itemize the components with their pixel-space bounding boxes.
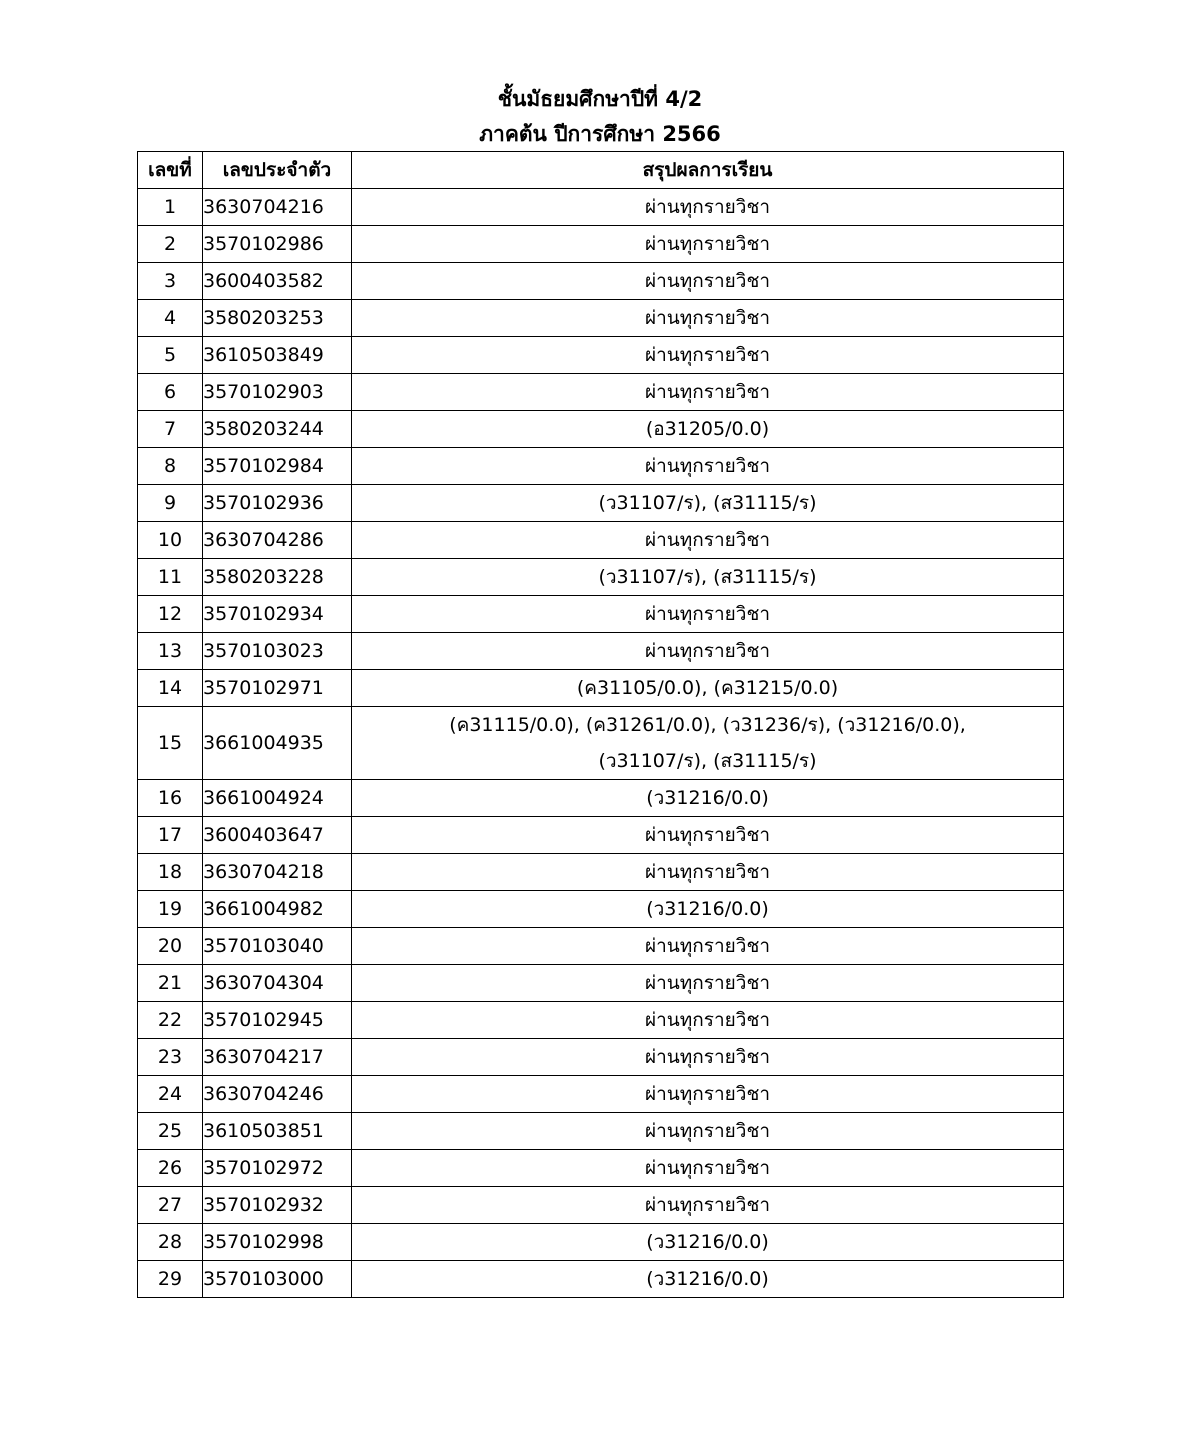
- row-student-id: 3570102945: [203, 1002, 352, 1039]
- row-student-id: 3570102972: [203, 1150, 352, 1187]
- table-row: [138, 633, 1064, 670]
- table-row: [138, 1261, 1064, 1298]
- row-student-id: 3580203253: [203, 300, 352, 337]
- row-student-id: 3580203244: [203, 411, 352, 448]
- row-result: ผ่านทุกรายวิชา: [352, 226, 1064, 263]
- table-row: [138, 189, 1064, 226]
- header-number: เลขที่: [138, 152, 203, 189]
- row-student-id: 3630704304: [203, 965, 352, 1002]
- row-number: 2: [138, 226, 203, 263]
- row-result: [352, 707, 1064, 780]
- table-row: [138, 374, 1064, 411]
- row-result: ผ่านทุกรายวิชา: [352, 596, 1064, 633]
- table-row: [138, 226, 1064, 263]
- table-row: [138, 965, 1064, 1002]
- row-number: 18: [138, 854, 203, 891]
- row-student-id: 3570102971: [203, 670, 352, 707]
- table-row: [138, 1150, 1064, 1187]
- row-result: ผ่านทุกรายวิชา: [352, 1113, 1064, 1150]
- row-number: 24: [138, 1076, 203, 1113]
- row-result: (อ31205/0.0): [352, 411, 1064, 448]
- row-student-id: 3570102998: [203, 1224, 352, 1261]
- table-header-row: [138, 152, 1064, 189]
- row-result: ผ่านทุกรายวิชา: [352, 374, 1064, 411]
- row-result: (ว31216/0.0): [352, 1261, 1064, 1298]
- row-number: 4: [138, 300, 203, 337]
- row-student-id: 3610503851: [203, 1113, 352, 1150]
- table-row: [138, 1187, 1064, 1224]
- table-row: [138, 300, 1064, 337]
- row-student-id: 3570102903: [203, 374, 352, 411]
- row-student-id: 3600403647: [203, 817, 352, 854]
- row-result: ผ่านทุกรายวิชา: [352, 1039, 1064, 1076]
- table-row: [138, 1076, 1064, 1113]
- table-row: [138, 1002, 1064, 1039]
- row-student-id: 3661004924: [203, 780, 352, 817]
- table-row: [138, 1039, 1064, 1076]
- row-number: 8: [138, 448, 203, 485]
- row-number: 1: [138, 189, 203, 226]
- row-number: 21: [138, 965, 203, 1002]
- row-number: 15: [138, 707, 203, 780]
- row-student-id: 3630704286: [203, 522, 352, 559]
- row-student-id: 3661004935: [203, 707, 352, 780]
- row-number: 5: [138, 337, 203, 374]
- row-result: (ว31107/ร), (ส31115/ร): [352, 559, 1064, 596]
- row-result: ผ่านทุกรายวิชา: [352, 817, 1064, 854]
- row-number: 25: [138, 1113, 203, 1150]
- row-number: 16: [138, 780, 203, 817]
- table-row: [138, 485, 1064, 522]
- table-row: [138, 263, 1064, 300]
- row-number: 6: [138, 374, 203, 411]
- header-result: สรุปผลการเรียน: [352, 152, 1064, 189]
- table-row: [138, 1224, 1064, 1261]
- row-student-id: 3630704216: [203, 189, 352, 226]
- row-result: ผ่านทุกรายวิชา: [352, 448, 1064, 485]
- row-result-line-2: (ว31107/ร), (ส31115/ร): [598, 750, 817, 772]
- row-student-id: 3630704246: [203, 1076, 352, 1113]
- row-result: (ว31216/0.0): [352, 891, 1064, 928]
- row-result: ผ่านทุกรายวิชา: [352, 1002, 1064, 1039]
- row-result: ผ่านทุกรายวิชา: [352, 337, 1064, 374]
- row-result: ผ่านทุกรายวิชา: [352, 263, 1064, 300]
- row-result: ผ่านทุกรายวิชา: [352, 633, 1064, 670]
- row-result: ผ่านทุกรายวิชา: [352, 522, 1064, 559]
- table-row: [138, 854, 1064, 891]
- row-student-id: 3630704217: [203, 1039, 352, 1076]
- table-row: [138, 559, 1064, 596]
- row-number: 26: [138, 1150, 203, 1187]
- header-student-id: เลขประจำตัว: [203, 152, 352, 189]
- row-student-id: 3570102936: [203, 485, 352, 522]
- row-result: ผ่านทุกรายวิชา: [352, 965, 1064, 1002]
- page-subtitle: ภาคต้น ปีการศึกษา 2566: [479, 122, 721, 146]
- row-number: 13: [138, 633, 203, 670]
- row-number: 10: [138, 522, 203, 559]
- row-result: (ค31105/0.0), (ค31215/0.0): [352, 670, 1064, 707]
- row-result: ผ่านทุกรายวิชา: [352, 854, 1064, 891]
- table-row: [138, 411, 1064, 448]
- row-number: 12: [138, 596, 203, 633]
- row-student-id: 3570102932: [203, 1187, 352, 1224]
- row-student-id: 3570102934: [203, 596, 352, 633]
- row-number: 27: [138, 1187, 203, 1224]
- row-student-id: 3570102986: [203, 226, 352, 263]
- row-student-id: 3580203228: [203, 559, 352, 596]
- row-result: ผ่านทุกรายวิชา: [352, 928, 1064, 965]
- row-student-id: 3570103023: [203, 633, 352, 670]
- row-result: ผ่านทุกรายวิชา: [352, 189, 1064, 226]
- table-row: [138, 1113, 1064, 1150]
- row-number: 29: [138, 1261, 203, 1298]
- table-row: [138, 448, 1064, 485]
- row-result: ผ่านทุกรายวิชา: [352, 1187, 1064, 1224]
- row-number: 23: [138, 1039, 203, 1076]
- table-row: [138, 780, 1064, 817]
- row-result: ผ่านทุกรายวิชา: [352, 1150, 1064, 1187]
- page-title: ชั้นมัธยมศึกษาปีที่ 4/2: [497, 87, 703, 111]
- row-result: ผ่านทุกรายวิชา: [352, 300, 1064, 337]
- row-student-id: 3570103000: [203, 1261, 352, 1298]
- table-row: [138, 928, 1064, 965]
- row-number: 11: [138, 559, 203, 596]
- row-number: 22: [138, 1002, 203, 1039]
- table-row: [138, 337, 1064, 374]
- row-student-id: 3600403582: [203, 263, 352, 300]
- row-number: 17: [138, 817, 203, 854]
- row-number: 9: [138, 485, 203, 522]
- row-result: (ว31216/0.0): [352, 1224, 1064, 1261]
- row-number: 28: [138, 1224, 203, 1261]
- row-result-line-1: (ค31115/0.0), (ค31261/0.0), (ว31236/ร), (ว31216/0.0),: [449, 714, 966, 736]
- table-row: [138, 817, 1064, 854]
- table-row: [138, 670, 1064, 707]
- row-number: 19: [138, 891, 203, 928]
- row-number: 14: [138, 670, 203, 707]
- row-student-id: 3610503849: [203, 337, 352, 374]
- row-student-id: 3570103040: [203, 928, 352, 965]
- row-student-id: 3630704218: [203, 854, 352, 891]
- row-number: 20: [138, 928, 203, 965]
- table-row: [138, 891, 1064, 928]
- table-row: [138, 596, 1064, 633]
- results-table: [137, 151, 1064, 1298]
- row-student-id: 3570102984: [203, 448, 352, 485]
- row-result: (ว31216/0.0): [352, 780, 1064, 817]
- table-row: [138, 522, 1064, 559]
- row-number: 3: [138, 263, 203, 300]
- table-row: [138, 707, 1064, 780]
- row-number: 7: [138, 411, 203, 448]
- row-student-id: 3661004982: [203, 891, 352, 928]
- row-result: (ว31107/ร), (ส31115/ร): [352, 485, 1064, 522]
- row-result: ผ่านทุกรายวิชา: [352, 1076, 1064, 1113]
